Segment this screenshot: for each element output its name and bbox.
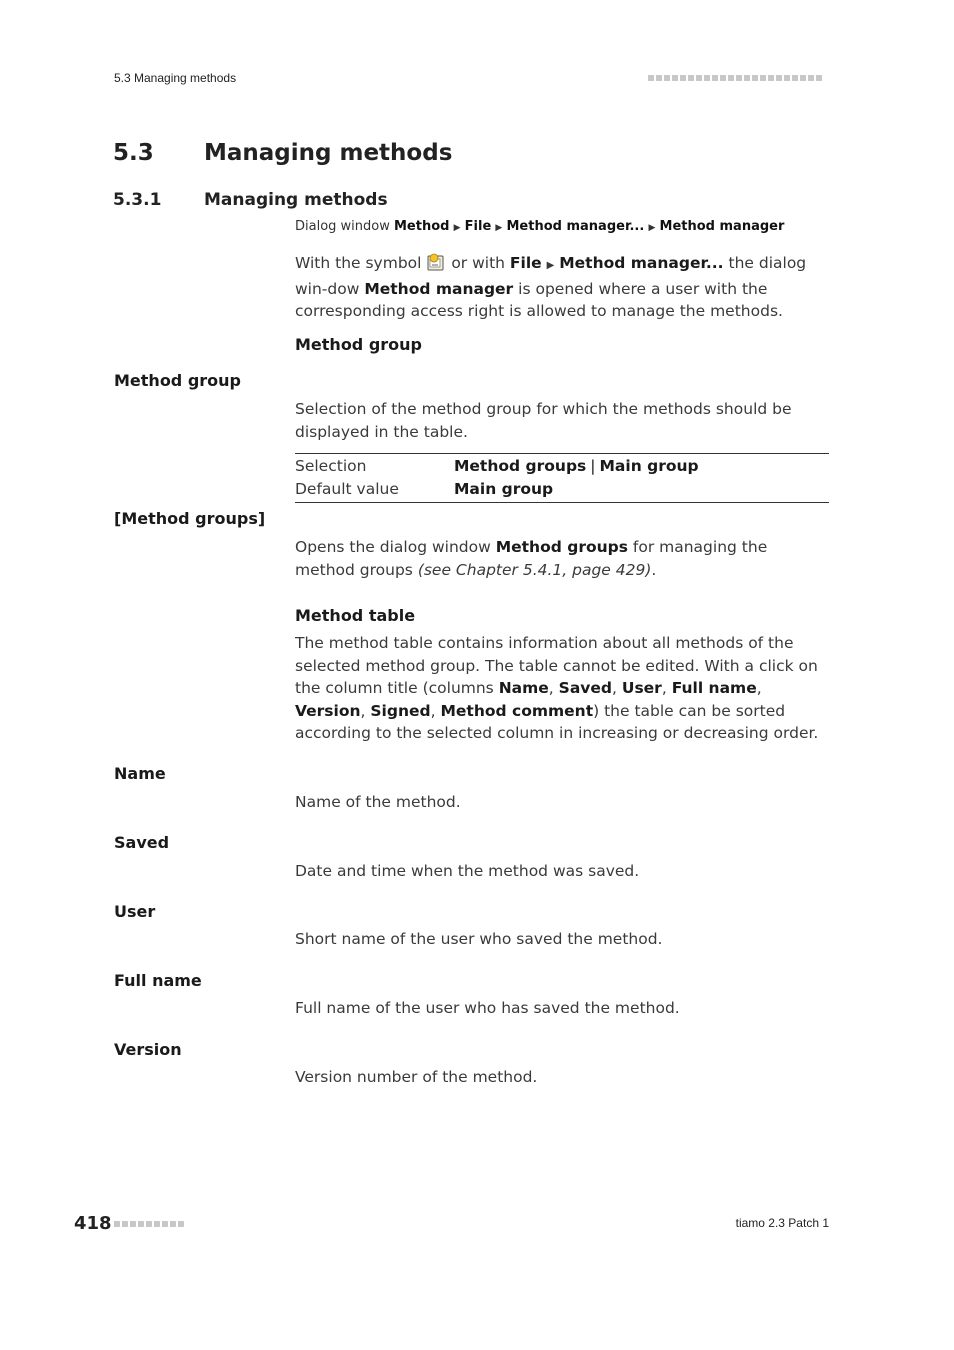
intro-paragraph: With the symbol or with File ▶ Method manager... the dialog win-dow Method manager is opened where a user with the corresponding access right is allowed to manage the methods.	[295, 254, 807, 320]
column-description-version: Version number of the method.	[295, 1068, 538, 1086]
column-description-name: Name of the method.	[295, 793, 461, 811]
column-description-user: Short name of the user who saved the method.	[295, 930, 663, 948]
method-table-description: The method table contains information about all methods of the selected method group. The table cannot be edited. With a click on the column title (columns Name, Saved, User, Full name, Version, Signed, Method comment) the table can be sorted according to the selected column in increasing or decreasing order.	[295, 634, 819, 742]
method-group-term: Method group	[114, 371, 242, 390]
section-number: 5.3	[113, 140, 154, 166]
section-heading	[113, 140, 452, 166]
column-term-version: Version	[114, 1040, 182, 1059]
column-description-saved: Date and time when the method was saved.	[295, 862, 640, 880]
subsection-number: 5.3.1	[113, 190, 162, 210]
path-arrow: ▶	[453, 223, 461, 233]
method-table-subhead: Method table	[295, 606, 416, 625]
column-description-full-name: Full name of the user who has saved the method.	[295, 999, 680, 1017]
selection-value: Method groups | Main group	[454, 457, 699, 475]
default-value-label: Default value	[295, 480, 399, 498]
method-manager-icon	[427, 253, 445, 271]
method-group-subhead: Method group	[295, 335, 423, 354]
default-value: Main group	[454, 480, 554, 498]
selection-row	[295, 455, 829, 478]
footer-decoration-dots	[114, 1221, 184, 1227]
column-term-name: Name	[114, 764, 166, 783]
header-decoration-dots	[648, 75, 822, 81]
method-groups-description: Opens the dialog window Method groups for managing the method groups (see Chapter 5.4.1, page 429).	[295, 538, 768, 579]
product-name: tiamo 2.3 Patch 1	[735, 1216, 829, 1230]
column-term-user: User	[114, 902, 156, 921]
section-title: Managing methods	[204, 140, 453, 166]
column-term-full-name: Full name	[114, 971, 202, 990]
method-groups-button-term: [Method groups]	[114, 509, 266, 528]
running-header: 5.3 Managing methods	[114, 71, 237, 85]
column-term-saved: Saved	[114, 833, 170, 852]
selection-label: Selection	[295, 457, 367, 475]
dialog-path: Dialog window Method ▶ File ▶ Method manager... ▶ Method manager	[295, 219, 785, 234]
path-arrow: ▶	[648, 223, 656, 233]
subsection-title: Managing methods	[204, 190, 388, 210]
subsection-heading	[113, 190, 388, 210]
chapter-reference-link[interactable]: (see Chapter 5.4.1, page 429)	[417, 560, 652, 579]
default-value-row	[295, 478, 829, 501]
page-number: 418	[74, 1213, 112, 1234]
method-group-description: Selection of the method group for which the methods should be displayed in the table.	[295, 400, 792, 441]
path-arrow: ▶	[495, 223, 503, 233]
method-group-parameter-table	[295, 453, 829, 503]
